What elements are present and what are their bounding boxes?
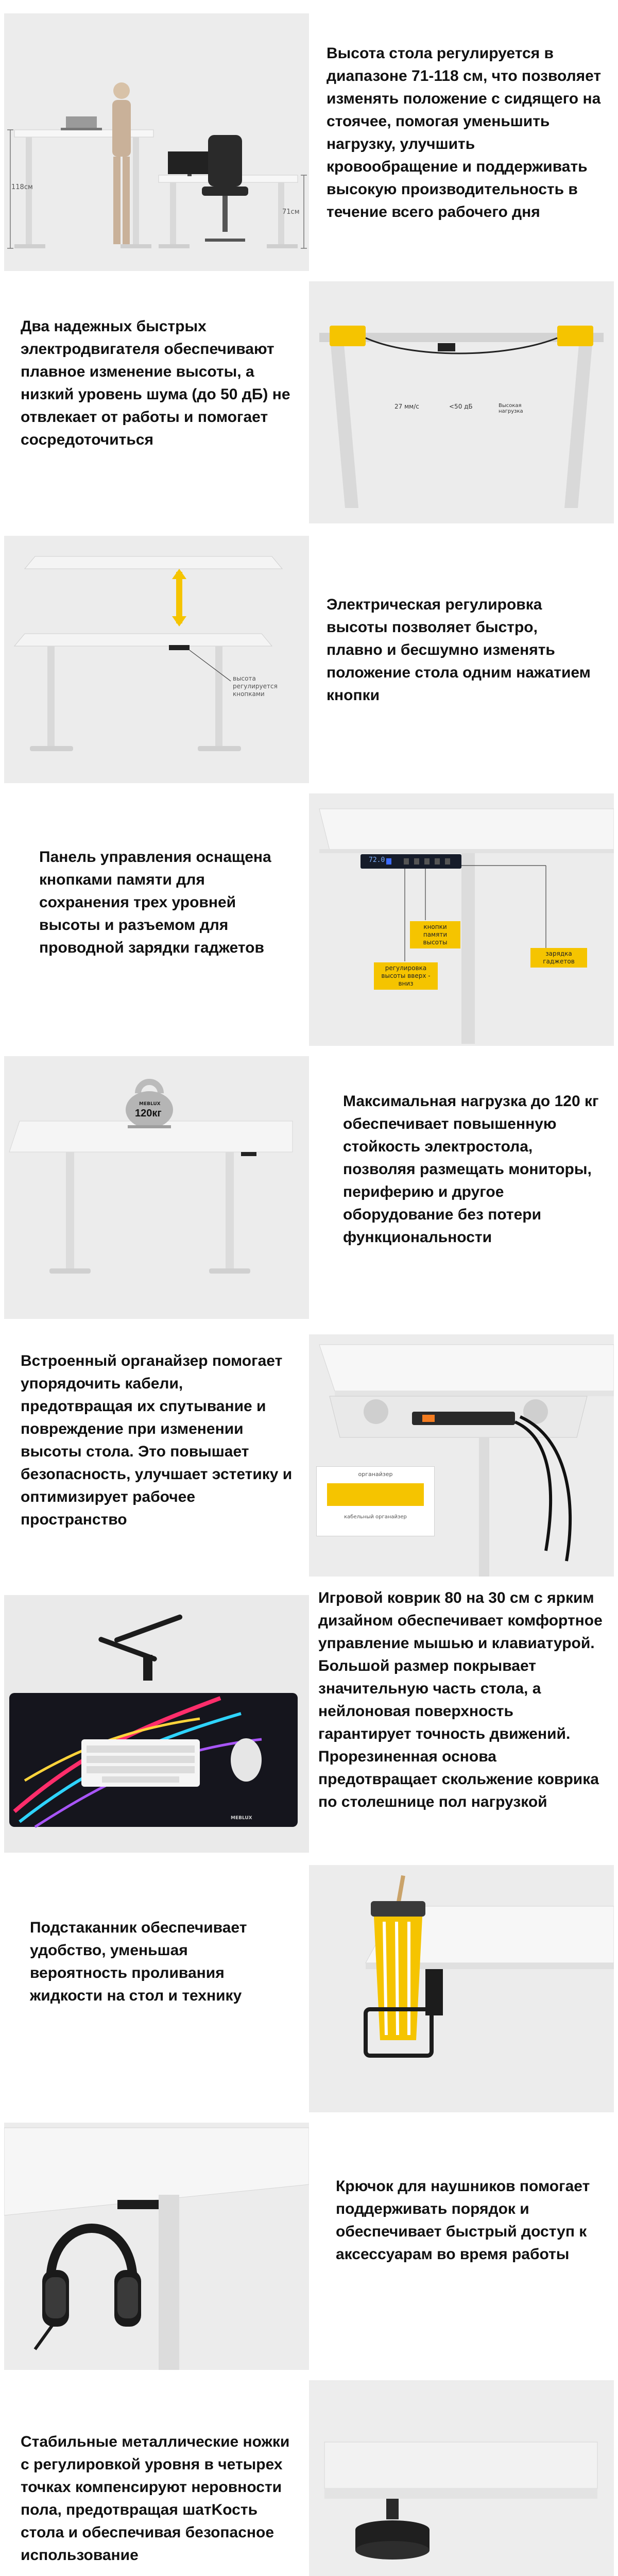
image-motor-frame [309,281,614,523]
spec-third-label: Высокая нагрузка [499,403,523,414]
feature-gaming-mat [0,1582,618,1860]
feature-text: Электрическая регулировка высоты позволяет быстро, плавно и бесшумно изменять положение стола одним нажатием кнопки [327,596,591,704]
feature-text: Игровой коврик 80 на 30 см с ярким дизайном обеспечивает комфортное управление мышью и клавиатурой. Большой размер покрывает значительную часть стола, а нейлоновая поверхность гарантирует точность движений. Прорезиненная основа предотвращает скольжение коврика по столешнице пол нагрузкой [318,1589,603,1810]
feature-text: Высота стола регулируется в диапазоне 71-118 см, что позволяет изменять положение с сидящего на стоячее, помогая уменьшить нагрузку, улучшить кровообращение и поддерживать высокую производительность в течение всего рабочего дня [327,45,602,221]
feature-text: Панель управления оснащена кнопками памяти для сохранения трех уровней высоты и разъемом для проводной зарядки гаджетов [39,849,271,956]
organizer-card-subtitle: кабельный органайзер [344,1514,407,1520]
spec-speed-label: 27 мм/с [394,403,419,410]
feature-text: Максимальная нагрузка до 120 кг обеспечивает повышенную стойкость электростола, позволяя размещать мониторы, периферию и другое оборудование без потери функциональности [343,1093,599,1246]
label-usb-charging: зарядка гаджетов [530,948,587,968]
spec-noise-label: <50 дБ [449,403,473,410]
right-height-label: 71см [282,208,300,216]
feature-headphone-hook [0,2117,618,2375]
desk-height-illustration [4,13,309,271]
image-control-panel [309,793,614,1046]
callout-buttons-label: высота регулируется кнопками [233,675,278,698]
kettlebell-brand: MEBLUX [139,1101,161,1107]
two-heights-illustration [4,536,309,783]
label-updown: регулировка высоты вверх - вниз [374,962,438,990]
image-cable-organizer [309,1334,614,1577]
left-height-label: 118см [11,183,33,191]
feature-text: Встроенный органайзер помогает упорядочить кабели, предотвращая их спутывание и повреждение при изменении высоты стола. Это повышает безопасность, улучшает эстетику и оптимизирует рабочее пространство [21,1352,293,1528]
image-gaming-mat [4,1595,309,1853]
label-memory-buttons: кнопки памяти высоты [410,921,460,948]
mat-brand: MEBLUX [231,1816,252,1821]
feature-text: Подстаканник обеспечивает удобство, уменьшая вероятность проливания жидкости на стол и технику [30,1919,247,2004]
organizer-info-card [316,1466,435,1536]
feature-max-load [0,1051,618,1324]
cable-organizer-illustration [309,1334,614,1577]
feature-electric-adjust [0,531,618,788]
image-two-heights [4,536,309,783]
headphone-hook-illustration [4,2123,309,2370]
image-max-load [4,1056,309,1319]
gaming-mat-illustration [4,1595,309,1853]
organizer-card-title: органайзер [358,1471,393,1478]
motor-frame-illustration [309,281,614,523]
control-panel-illustration [309,793,614,1046]
feature-text: Два надежных быстрых электродвигателя обеспечивают плавное изменение высоты, а низкий уровень шума (до 50 дБ) не отвлекает от работы и помогает сосредоточиться [21,318,290,448]
feature-cable-organizer [0,1324,618,1582]
max-load-illustration [4,1056,309,1319]
cup-holder-illustration [309,1865,614,2112]
feature-height-range [0,0,618,273]
feature-text: Стабильные металлические ножки с регулировкой уровня в четырех точках компенсируют неровности пола, предотвращая шатKость стола и обеспечивая безопасное использование [21,2433,290,2564]
image-leveling-foot [309,2380,614,2576]
display-readout: 72.0 [369,856,385,864]
kettlebell-weight: 120кг [135,1108,162,1119]
feature-motors [0,273,618,531]
feature-control-panel [0,788,618,1051]
feature-cup-holder [0,1860,618,2117]
image-cup-holder [309,1865,614,2112]
organizer-card-diagram [327,1483,424,1506]
feature-text: Крючок для наушников помогает поддерживать порядок и обеспечивает быстрый доступ к аксессуарам во время работы [336,2178,590,2263]
leveling-foot-illustration [309,2380,614,2576]
image-headphone-hook [4,2123,309,2370]
feature-leveling-feet [0,2375,618,2576]
image-desk-height-range [4,13,309,271]
